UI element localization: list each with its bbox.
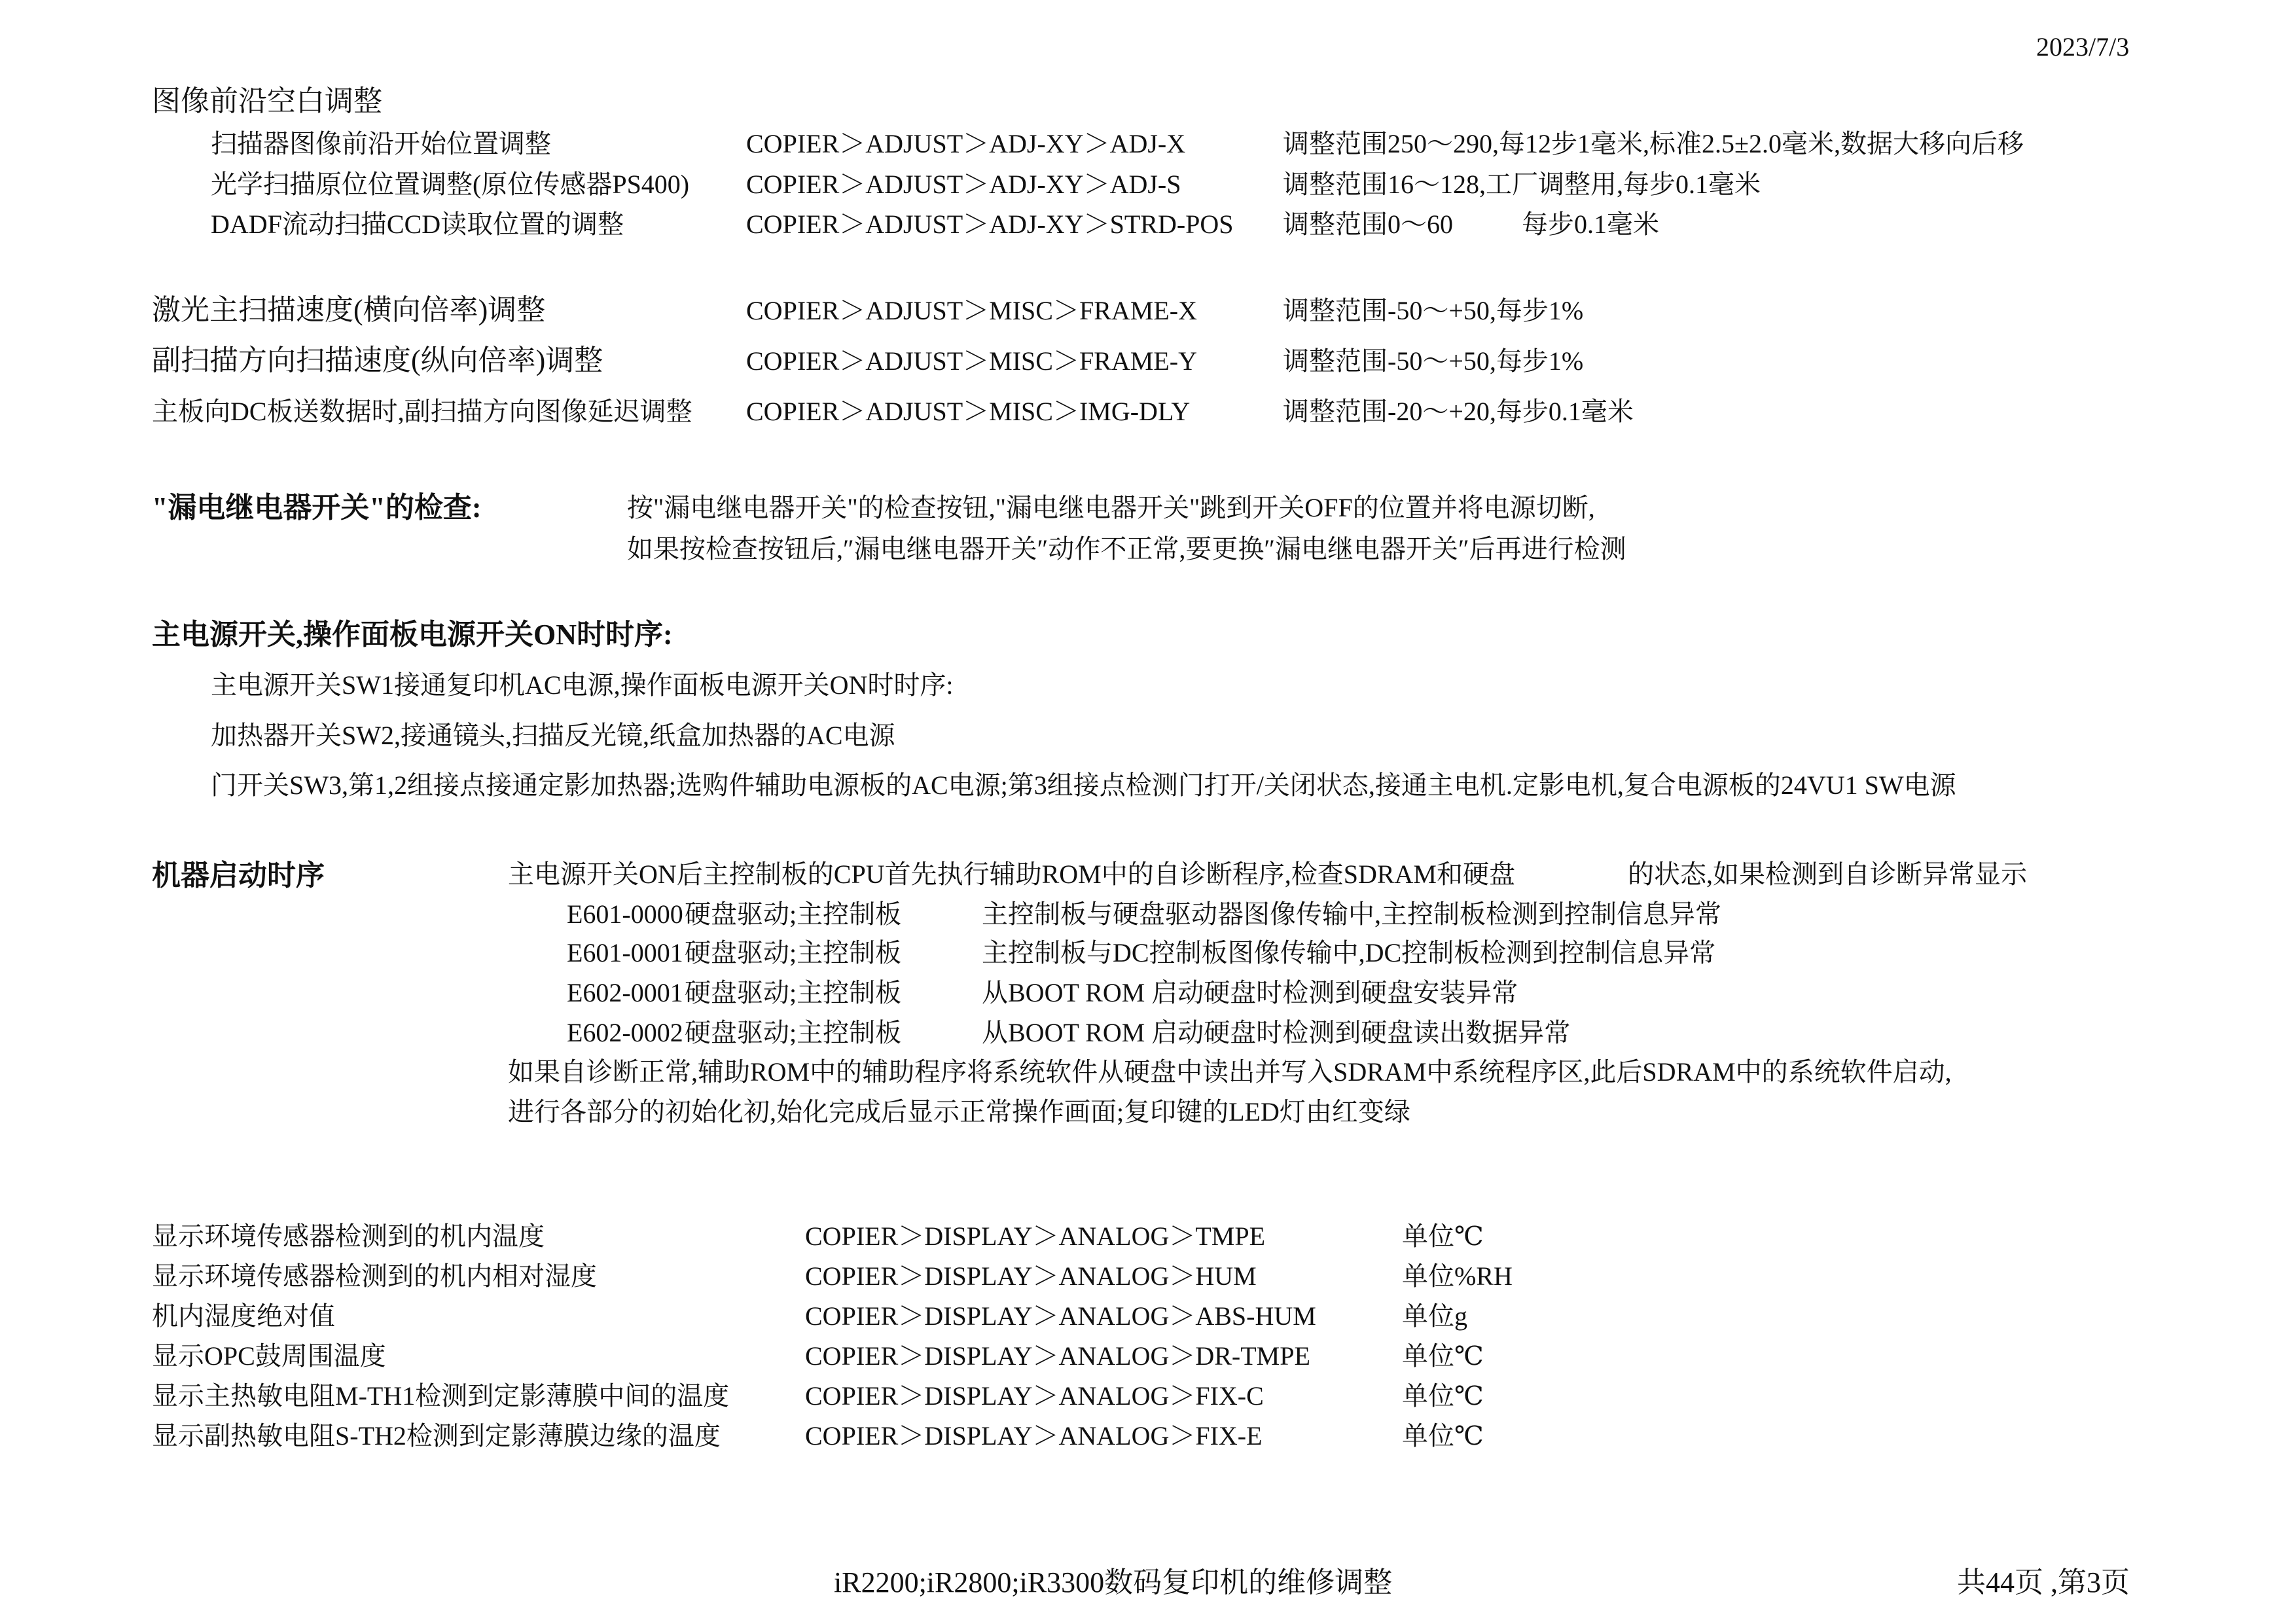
error-code-2: E601-0001 [567,940,683,966]
display-path-3: COPIER＞DISPLAY＞ANALOG＞ABS-HUM [805,1301,1316,1331]
mag-path-1: COPIER＞ADJUST＞MISC＞FRAME-X [746,296,1197,325]
display-unit-1: 单位℃ [1402,1221,1484,1251]
leak-breaker-line-1: 按"漏电继电器开关"的检查按钮,"漏电继电器开关"跳到开关OFF的位置并将电源切断, [627,493,1595,522]
front-edge-desc-2: 光学扫描原位位置调整(原位传感器PS400) [211,170,690,199]
mag-note-3: 调整范围-20～+20,每步0.1毫米 [1283,397,1634,426]
display-desc-2: 显示环境传感器检测到的机内相对湿度 [152,1261,597,1291]
mag-desc-2: 副扫描方向扫描速度(纵向倍率)调整 [152,344,603,376]
display-desc-6: 显示副热敏电阻S-TH2检测到定影薄膜边缘的温度 [152,1421,721,1451]
display-unit-6: 单位℃ [1402,1421,1484,1451]
display-path-5: COPIER＞DISPLAY＞ANALOG＞FIX-C [805,1381,1264,1411]
startup-outro-2: 进行各部分的初始化初,始化完成后显示正常操作画面;复印键的LED灯由红变绿 [508,1097,1410,1127]
section-title-front-edge: 图像前沿空白调整 [152,85,382,117]
startup-intro-b: 的状态,如果检测到自诊断异常显示 [1628,859,2027,889]
error-loc-2: 硬盘驱动;主控制板 [685,938,902,967]
error-loc-1: 硬盘驱动;主控制板 [685,899,902,929]
startup-intro-a: 主电源开关ON后主控制板的CPU首先执行辅助ROM中的自诊断程序,检查SDRAM和硬盘 [508,859,1515,889]
front-edge-path-3: COPIER＞ADJUST＞ADJ-XY＞STRD-POS [746,209,1234,239]
front-edge-note-3-step: 每步0.1毫米 [1522,209,1659,239]
error-code-1: E601-0000 [567,901,683,928]
display-desc-3: 机内湿度绝对值 [152,1301,335,1331]
mag-desc-1: 激光主扫描速度(横向倍率)调整 [152,294,546,326]
front-edge-note-1: 调整范围250～290,每12步1毫米,标准2.5±2.0毫米,数据大移向后移 [1283,129,2024,158]
display-path-4: COPIER＞DISPLAY＞ANALOG＞DR-TMPE [805,1341,1310,1371]
error-code-3: E602-0001 [567,980,683,1006]
page-number: 共44页 ,第3页 [1957,1566,2130,1598]
display-path-6: COPIER＞DISPLAY＞ANALOG＞FIX-E [805,1421,1263,1451]
error-loc-4: 硬盘驱动;主控制板 [685,1018,902,1047]
display-unit-3: 单位g [1402,1301,1467,1331]
power-on-line-2: 加热器开关SW2,接通镜头,扫描反光镜,纸盒加热器的AC电源 [211,721,895,750]
power-on-line-3: 门开关SW3,第1,2组接点接通定影加热器;选购件辅助电源板的AC电源;第3组接点检测门打开/关闭状态,接通主电机.定影电机,复合电源板的24VU1 SW电源 [211,770,1956,800]
power-on-line-1: 主电源开关SW1接通复印机AC电源,操作面板电源开关ON时时序: [211,670,954,700]
display-path-2: COPIER＞DISPLAY＞ANALOG＞HUM [805,1261,1257,1291]
front-edge-note-3: 调整范围0～60 [1283,209,1453,239]
front-edge-desc-1: 扫描器图像前沿开始位置调整 [211,129,551,158]
front-edge-path-2: COPIER＞ADJUST＞ADJ-XY＞ADJ-S [746,170,1181,199]
error-desc-4: 从BOOT ROM 启动硬盘时检测到硬盘读出数据异常 [982,1018,1571,1047]
section-title-leak-breaker: "漏电继电器开关"的检查: [152,492,482,524]
display-desc-4: 显示OPC鼓周围温度 [152,1341,386,1371]
display-unit-4: 单位℃ [1402,1341,1484,1371]
display-path-1: COPIER＞DISPLAY＞ANALOG＞TMPE [805,1221,1266,1251]
leak-breaker-line-2: 如果按检查按钮后,″漏电继电器开关″动作不正常,要更换″漏电继电器开关″后再进行检测 [627,534,1626,564]
error-desc-1: 主控制板与硬盘驱动器图像传输中,主控制板检测到控制信息异常 [982,899,1721,929]
error-code-4: E602-0002 [567,1020,683,1046]
error-desc-3: 从BOOT ROM 启动硬盘时检测到硬盘安装异常 [982,978,1518,1007]
mag-path-3: COPIER＞ADJUST＞MISC＞IMG-DLY [746,397,1191,426]
display-desc-1: 显示环境传感器检测到的机内温度 [152,1221,545,1251]
date: 2023/7/3 [2036,32,2130,62]
section-title-power-on: 主电源开关,操作面板电源开关ON时时序: [152,619,673,651]
mag-desc-3: 主板向DC板送数据时,副扫描方向图像延迟调整 [152,397,692,426]
mag-note-2: 调整范围-50～+50,每步1% [1283,346,1584,376]
mag-note-1: 调整范围-50～+50,每步1% [1283,296,1584,325]
startup-outro-1: 如果自诊断正常,辅助ROM中的辅助程序将系统软件从硬盘中读出并写入SDRAM中系统程序区,此后SDRAM中的系统软件启动, [508,1057,1952,1087]
section-title-startup: 机器启动时序 [152,859,325,892]
front-edge-path-1: COPIER＞ADJUST＞ADJ-XY＞ADJ-X [746,129,1186,158]
footer-title: iR2200;iR2800;iR3300数码复印机的维修调整 [834,1566,1393,1598]
error-loc-3: 硬盘驱动;主控制板 [685,978,902,1007]
display-desc-5: 显示主热敏电阻M-TH1检测到定影薄膜中间的温度 [152,1381,730,1411]
display-unit-5: 单位℃ [1402,1381,1484,1411]
front-edge-desc-3: DADF流动扫描CCD读取位置的调整 [211,209,624,239]
front-edge-note-2: 调整范围16～128,工厂调整用,每步0.1毫米 [1283,170,1761,199]
display-unit-2: 单位%RH [1402,1261,1513,1291]
error-desc-2: 主控制板与DC控制板图像传输中,DC控制板检测到控制信息异常 [982,938,1716,967]
mag-path-2: COPIER＞ADJUST＞MISC＞FRAME-Y [746,346,1197,376]
